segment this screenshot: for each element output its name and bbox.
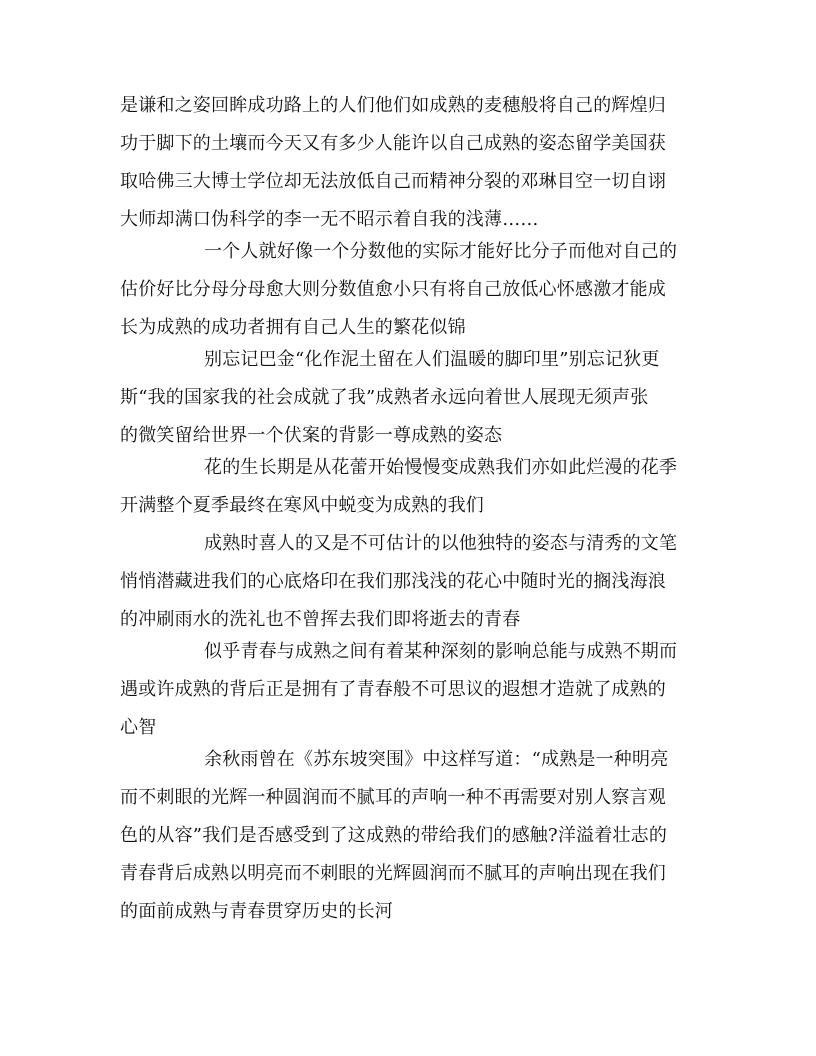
text-line: 悄悄潜藏进我们的心底烙印在我们那浅浅的花心中随时光的搁浅海浪: [120, 571, 666, 592]
text-line: 长为成熟的成功者拥有自己人生的繁花似锦: [120, 317, 466, 338]
text-line: 取哈佛三大博士学位却无法放低自己而精神分裂的邓琳目空一切自诩: [120, 171, 666, 192]
text-line: 斯“我的国家我的社会成就了我”成熟者永远向着世人展现无须声张: [120, 387, 649, 408]
paragraph-first-line: 成熟时喜人的又是不可估计的以他独特的姿态与清秀的文笔: [204, 533, 678, 554]
text-line: 而不刺眼的光辉一种圆润而不腻耳的声响一种不再需要对别人察言观: [120, 787, 666, 808]
paragraph-first-line: 别忘记巴金“化作泥土留在人们温暖的脚印里”别忘记狄更: [204, 349, 660, 370]
paragraph-first-line: 似乎青春与成熟之间有着某种深刻的影响总能与成熟不期而: [204, 641, 678, 662]
text-line: 的微笑留给世界一个伏案的背影一尊成熟的姿态: [120, 425, 503, 446]
text-line: 是谦和之姿回眸成功路上的人们他们如成熟的麦穗般将自己的辉煌归: [120, 95, 666, 116]
text-line: 遇或许成熟的背后正是拥有了青春般不可思议的遐想才造就了成熟的: [120, 679, 666, 700]
text-line: 大师却满口伪科学的李一无不昭示着自我的浅薄……: [120, 209, 539, 230]
text-line: 开满整个夏季最终在寒风中蜕变为成熟的我们: [120, 495, 484, 516]
text-line: 青春背后成熟以明亮而不刺眼的光辉圆润而不腻耳的声响出现在我们: [120, 863, 666, 884]
text-line: 估价好比分母分母愈大则分数值愈小只有将自己放低心怀感激才能成: [120, 279, 666, 300]
text-line: 功于脚下的土壤而今天又有多少人能许以自己成熟的姿态留学美国获: [120, 133, 666, 154]
paragraph-first-line: 一个人就好像一个分数他的实际才能好比分子而他对自己的: [204, 241, 678, 262]
text-line: 心智: [120, 717, 157, 738]
text-line: 色的从容”我们是否感受到了这成熟的带给我们的感触?洋溢着壮志的: [120, 825, 668, 846]
paragraph-first-line: 花的生长期是从花蕾开始慢慢变成熟我们亦如此烂漫的花季: [204, 457, 678, 478]
text-line: 的冲刷雨水的洗礼也不曾挥去我们即将逝去的青春: [120, 609, 521, 630]
text-line: 的面前成熟与青春贯穿历史的长河: [120, 901, 393, 922]
paragraph-first-line: 余秋雨曾在《苏东坡突围》中这样写道：“成熟是一种明亮: [204, 749, 669, 770]
